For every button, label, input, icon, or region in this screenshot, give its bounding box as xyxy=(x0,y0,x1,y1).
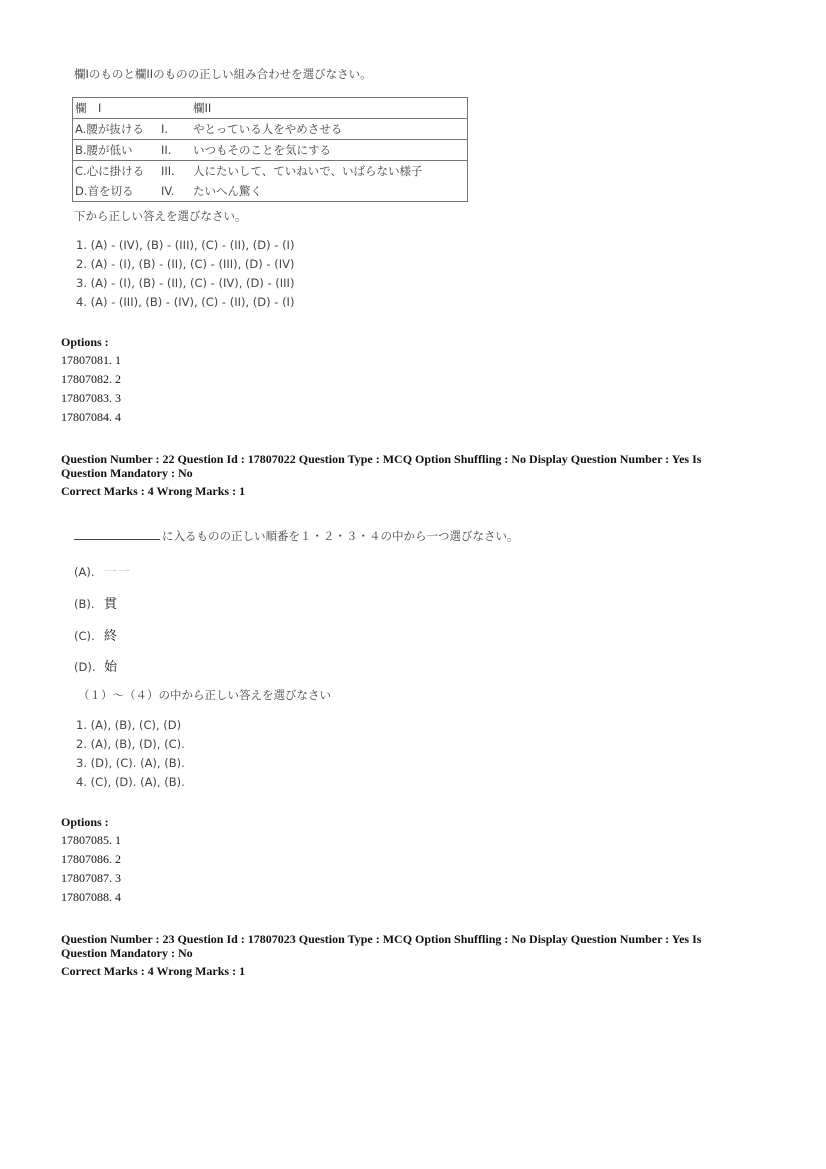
table-cell: C.心に掛ける xyxy=(75,164,145,178)
q22-prompt-text: に入るものの正しい順番を１・２・３・４の中から一つ選びなさい。 xyxy=(162,529,519,543)
option-item[interactable]: 17807088. 4 xyxy=(61,890,121,904)
q22-choice-list xyxy=(76,716,185,792)
item-label: (A). xyxy=(74,565,95,579)
table-row xyxy=(73,181,468,202)
q22-item-d xyxy=(74,656,117,675)
table-cell: A.腰が抜ける xyxy=(73,119,160,140)
table-cell: D.首を切る xyxy=(73,181,160,202)
list-item: 2. (A), (B), (D), (C). xyxy=(76,737,185,751)
list-item: 1. (A), (B), (C), (D) xyxy=(76,718,182,732)
option-item[interactable]: 17807085. 1 xyxy=(61,833,121,847)
q21-below-prompt: 下から正しい答えを選びなさい。 xyxy=(74,209,247,223)
item-text: 終 xyxy=(104,629,118,644)
table-cell: たいへん驚く xyxy=(191,181,468,202)
option-item[interactable]: 17807086. 2 xyxy=(61,852,121,866)
table-header-col-1: 欄 I xyxy=(73,98,160,119)
table-cell: B.腰が低い xyxy=(73,140,160,161)
table-cell: IV. xyxy=(159,181,191,202)
q22-item-b xyxy=(74,593,117,612)
q22-marks: Correct Marks : 4 Wrong Marks : 1 xyxy=(61,484,246,498)
q21-choice-list xyxy=(76,236,294,312)
table-cell: II. xyxy=(159,140,191,161)
table-cell: I. xyxy=(159,119,191,140)
answer-blank xyxy=(74,529,160,540)
item-text: 一一 xyxy=(104,565,131,580)
table-cell: 人にたいして、ていねいで、いばらない様子 xyxy=(193,164,423,178)
table-header-col-2 xyxy=(159,98,191,119)
list-item: 4. (A) - (III), (B) - (IV), (C) - (II), (D) - (I) xyxy=(76,295,295,309)
item-text: 貫 xyxy=(104,597,118,612)
list-item: 3. (A) - (I), (B) - (II), (C) - (IV), (D) - (III) xyxy=(76,276,295,290)
table-cell: III. xyxy=(161,164,175,178)
option-item[interactable]: 17807082. 2 xyxy=(61,372,121,386)
item-label: (C). xyxy=(74,629,95,643)
q22-sub-prompt: （１）～（４）の中から正しい答えを選びなさい xyxy=(78,688,331,702)
q23-marks: Correct Marks : 4 Wrong Marks : 1 xyxy=(61,964,246,978)
q22-item-a xyxy=(74,561,130,580)
matching-table xyxy=(72,97,468,202)
item-label: (D). xyxy=(74,660,96,674)
item-label: (B). xyxy=(74,597,95,611)
q22-prompt xyxy=(74,528,519,544)
list-item: 2. (A) - (I), (B) - (II), (C) - (III), (D) - (IV) xyxy=(76,257,295,271)
q22-header: Question Number : 22 Question Id : 17807022 Question Type : MCQ Option Shuffling : No Display Question Number : Yes Is Question Mandatory : No xyxy=(61,452,702,480)
list-item: 4. (C), (D). (A), (B). xyxy=(76,775,185,789)
option-item[interactable]: 17807084. 4 xyxy=(61,410,121,424)
q22-item-c xyxy=(74,625,117,644)
table-header-col-3: 欄II xyxy=(191,98,468,119)
table-row xyxy=(73,119,468,140)
option-item[interactable]: 17807083. 3 xyxy=(61,391,121,405)
q21-options-list xyxy=(61,351,121,427)
item-text: 始 xyxy=(104,660,118,675)
q23-header: Question Number : 23 Question Id : 17807023 Question Type : MCQ Option Shuffling : No Display Question Number : Yes Is Question Mandatory : No xyxy=(61,932,702,960)
q22-options-title: Options : xyxy=(61,815,109,829)
option-item[interactable]: 17807081. 1 xyxy=(61,353,121,367)
table-row xyxy=(73,140,468,161)
q21-instruction: 欄Iのものと欄IIのものの正しい組み合わせを選びなさい。 xyxy=(74,67,372,81)
table-cell: やとっている人をやめさせる xyxy=(191,119,468,140)
q21-options-title: Options : xyxy=(61,335,109,349)
table-row xyxy=(73,161,468,182)
table-header-row xyxy=(73,98,468,119)
table-cell: いつもそのことを気にする xyxy=(191,140,468,161)
list-item: 3. (D), (C). (A), (B). xyxy=(76,756,185,770)
q22-options-list xyxy=(61,831,121,907)
list-item: 1. (A) - (IV), (B) - (III), (C) - (II), (D) - (I) xyxy=(76,238,295,252)
option-item[interactable]: 17807087. 3 xyxy=(61,871,121,885)
